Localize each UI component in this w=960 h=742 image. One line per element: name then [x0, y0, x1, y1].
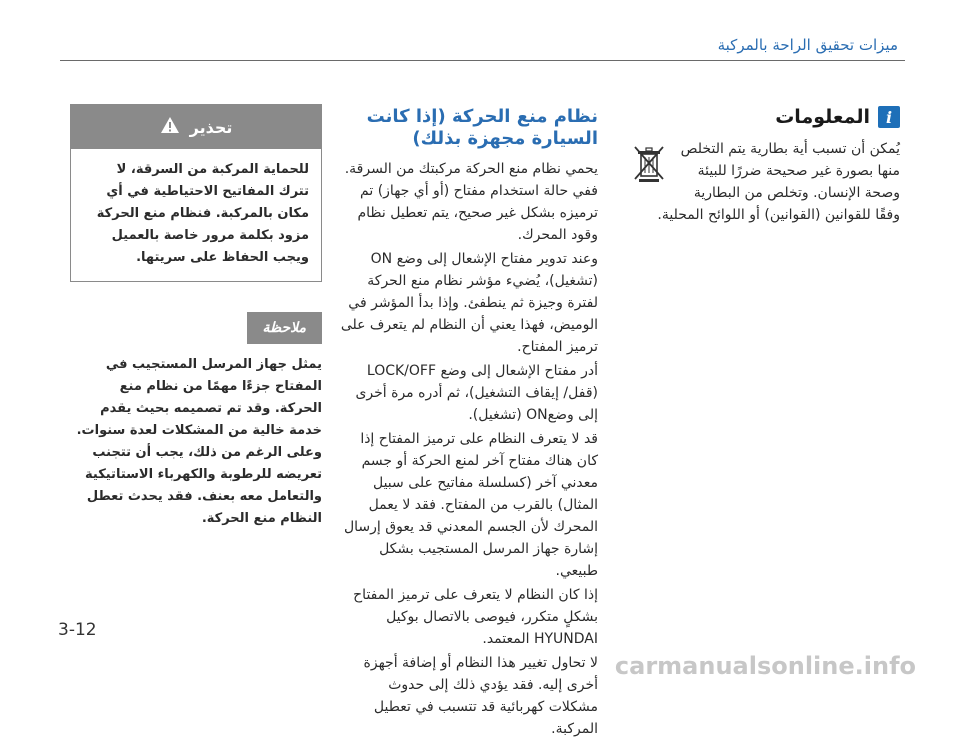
header-title: ميزات تحقيق الراحة بالمركبة — [717, 36, 898, 54]
info-icon: i — [878, 106, 900, 128]
immobilizer-paragraph-3: أدر مفتاح الإشعال إلى وضع LOCK/OFF (قفل/ إيقاف التشغيل)، ثم أدره مرة أخرى إلى وضعON (تشغيل). — [355, 363, 598, 423]
page-number: 3-12 — [58, 620, 97, 640]
crossed-bin-icon — [632, 144, 666, 188]
immobilizer-paragraph-2: وعند تدوير مفتاح الإشعال إلى وضع ON (تشغيل)، يُضيء مؤشر نظام منع الحركة لفترة وجيزة ثم ينطفئ. وإذا بدأ المؤشر في الوميض، فهذا يعني أن النظام لم يتعرف على ترميز المفتاح. — [340, 251, 598, 355]
info-section — [620, 106, 900, 228]
warning-box — [70, 104, 322, 282]
immobilizer-paragraph-6: لا تحاول تغيير هذا النظام أو إضافة أجهزة أخرى إليه. فقد يؤدي ذلك إلى حدوث مشكلات كهربائية قد تتسبب في تعطيل المركبة. — [363, 655, 598, 737]
immobilizer-paragraph-5: إذا كان النظام لا يتعرف على ترميز المفتاح بشكلٍ متكرر، فيوصى بالاتصال بوكيل HYUNDAI المعتمد. — [353, 587, 598, 647]
immobilizer-title: نظام منع الحركة (إذا كانت السيارة مجهزة بذلك) — [366, 106, 598, 149]
notice-body: يمثل جهاز المرسل المستجيب في المفتاح جزءًا مهمًا من نظام منع الحركة. وقد تم تصميمه بحيث يقدم خدمة خالية من المشكلات لعدة سنوات. وعلى الرغم من ذلك، يجب أن تتجنب تعريضه للرطوبة والكهرباء الاستاتيكية والتعامل معه بعنف. فقد يحدث تعطل النظام منع الحركة. — [76, 357, 322, 526]
notice-label: ملاحظة — [247, 312, 323, 344]
warning-header — [71, 105, 321, 149]
warning-body: للحماية المركبة من السرقة، لا تترك المفاتيح الاحتياطية في أي مكان بالمركبة. فنظام منع الحركة مزود بكلمة مرور خاصة بالعميل ويجب الحفاظ على سريتها. — [96, 162, 309, 265]
immobilizer-paragraph-4: قد لا يتعرف النظام على ترميز المفتاح إذا كان هناك مفتاح آخر لمنع الحركة أو جسم معدني آخر (كسلسلة مفاتيح على سبيل المثال) بالقرب من المفتاح. فقد لا يعمل المحرك لأن الجسم المعدني قد يعوق إرسال إشارة جهاز المرسل المستجيب بشكل طبيعي. — [343, 431, 598, 579]
watermark: carmanualsonline.info — [614, 652, 916, 680]
immobilizer-section — [340, 106, 598, 742]
warning-notice-section — [70, 104, 322, 530]
warning-title: تحذير — [189, 117, 233, 137]
info-heading — [620, 106, 900, 128]
warning-triangle-icon — [160, 116, 180, 138]
info-title: المعلومات — [775, 106, 870, 128]
info-paragraph: يُمكن أن تسبب أية بطارية يتم التخلص منها بصورة غير صحيحة ضررًا للبيئة وصحة الإنسان. وتخلص من البطارية وفقًا للقوانين (القوانين) أو اللوائح المحلية. — [657, 141, 900, 223]
header-rule — [60, 60, 905, 61]
immobilizer-paragraph-1: يحمي نظام منع الحركة مركبتك من السرقة. ففي حالة استخدام مفتاح (أو أي جهاز) تم ترميزه بشكل غير صحيح، يتم تعطيل نظام وقود المحرك. — [344, 161, 598, 243]
